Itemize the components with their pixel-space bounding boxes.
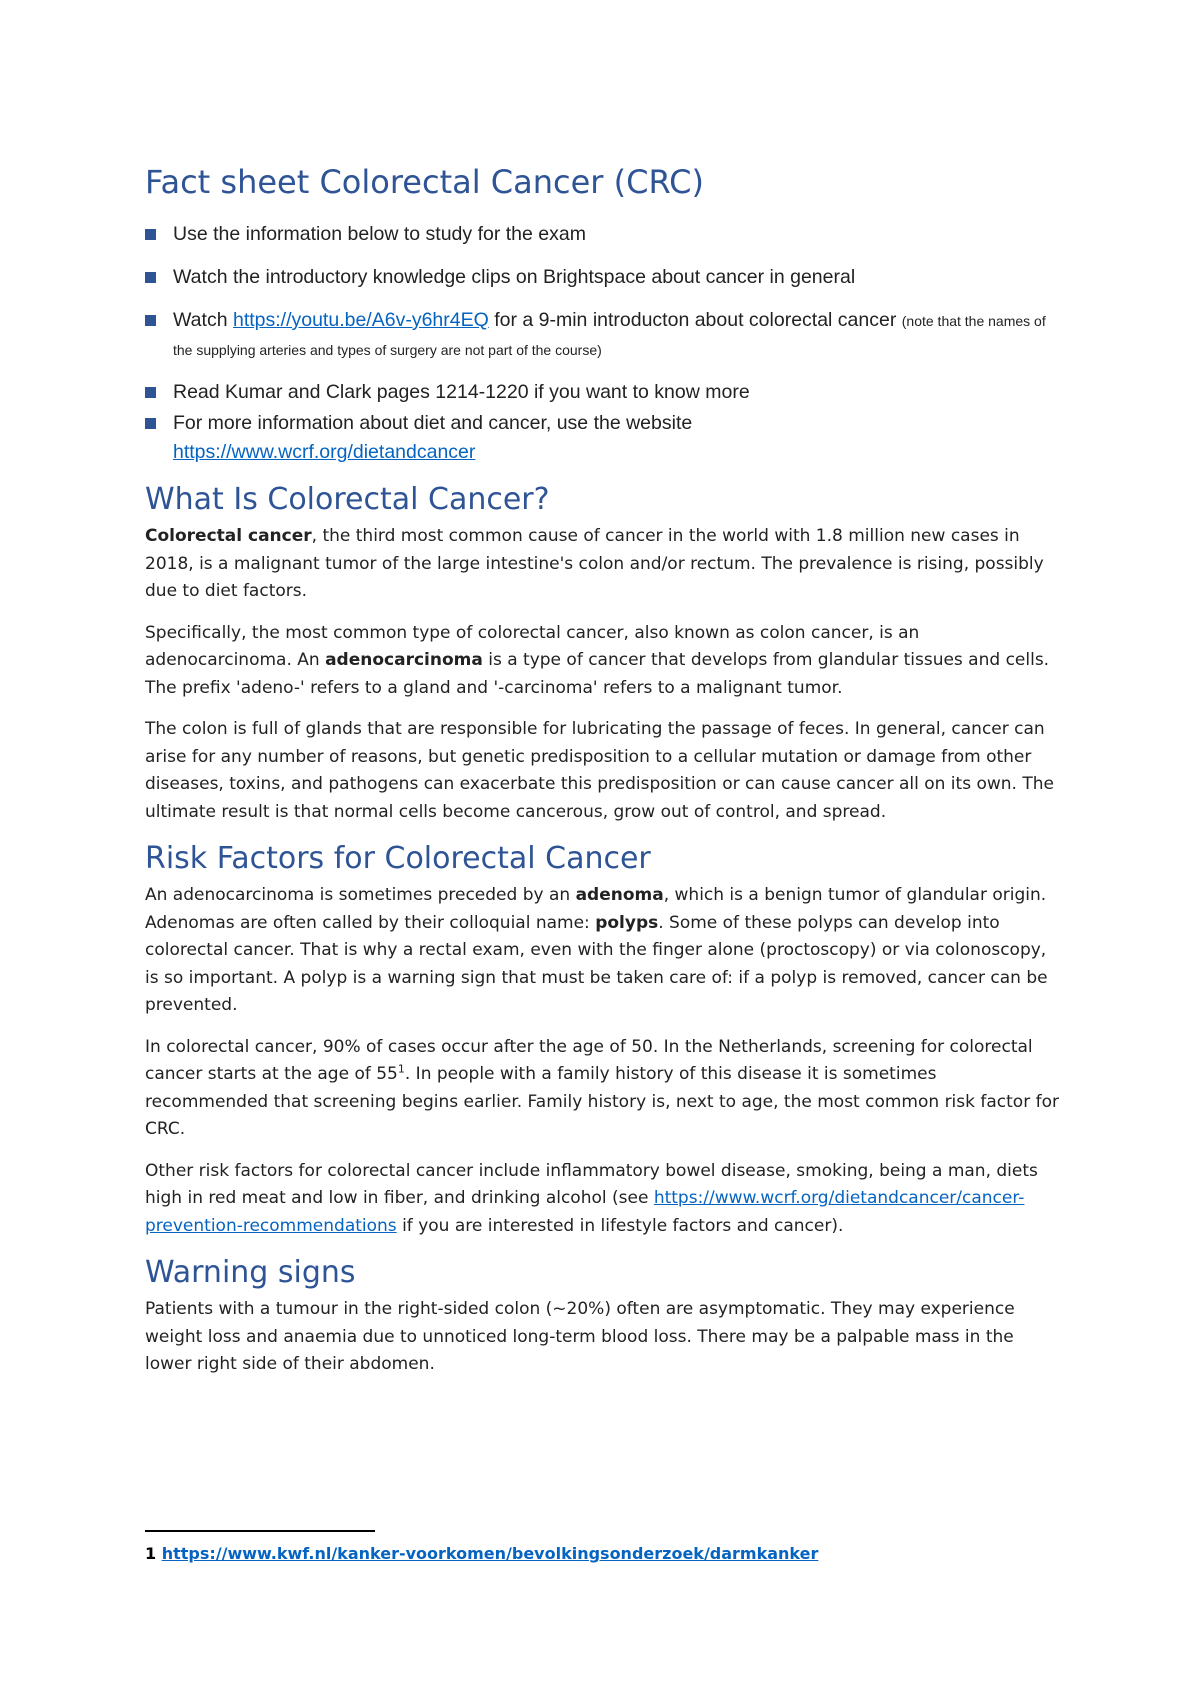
square-bullet-icon [145, 387, 156, 398]
list-item: For more information about diet and cancer, use the website https://www.wcrf.org/dietandcancer [145, 409, 1065, 467]
instruction-list [145, 220, 1065, 467]
page-title: Fact sheet Colorectal Cancer (CRC) [145, 163, 704, 201]
paragraph: An adenocarcinoma is sometimes preceded by an adenoma, which is a benign tumor of glandular origin. Adenomas are often called by their colloquial name: polyps. Some of these polyps can develop into colorectal cancer. That is why a rectal exam, even with the finger alone (proctoscopy) or via colonoscopy, is so important. A polyp is a warning sign that must be taken care of: if a polyp is removed, cancer can be prevented. [145, 885, 1048, 1015]
list-item: Watch the introductory knowledge clips on Brightspace about cancer in general [145, 263, 1065, 292]
footnote-separator [145, 1530, 375, 1532]
list-item: Watch https://youtu.be/A6v-y6hr4EQ for a 9-min introducton about colorectal cancer (note that the names of the supplying arteries and types of surgery are not part of the course) [145, 306, 1065, 364]
footnote-ref[interactable]: 1 [397, 1062, 405, 1076]
kwf-link[interactable]: https://www.kwf.nl/kanker-voorkomen/bevolkingsonderzoek/darmkanker [161, 1544, 819, 1563]
course-note: (note that the names of the supplying arteries and types of surgery are not part of the course) [173, 313, 1046, 358]
paragraph: In colorectal cancer, 90% of cases occur after the age of 50. In the Netherlands, screening for colorectal cancer starts at the age of $55^1$. In people with a family history of this disease it is sometimes recommended that screening begins earlier. Family history is, next to age, the most common risk factor for CRC. [145, 1036, 1059, 1139]
document-content [145, 162, 1065, 1393]
footnote: 1 https://www.kwf.nl/kanker-voorkomen/bevolkingsonderzoek/darmkanker [145, 1544, 819, 1563]
square-bullet-icon [145, 272, 156, 283]
wcrf-link[interactable]: https://www.wcrf.org/dietandcancer [173, 441, 476, 463]
paragraph: Colorectal cancer, the third most common cause of cancer in the world with 1.8 million new cases in 2018, is a malignant tumor of the large intestine's colon and/or rectum. The prevalence is rising, possibly due to diet factors. [145, 526, 1044, 601]
section-heading-risk: Risk Factors for Colorectal Cancer [145, 841, 651, 876]
paragraph: The colon is full of glands that are responsible for lubricating the passage of feces. In general, cancer can arise for any number of reasons, but genetic predisposition to a cellular mutation or damage from other diseases, toxins, and pathogens can exacerbate this predisposition or can cause cancer all on its own. The ultimate result is that normal cells become cancerous, grow out of control, and spread. [145, 719, 1054, 822]
youtube-link[interactable]: https://youtu.be/A6v-y6hr4EQ [232, 309, 489, 331]
list-item: Use the information below to study for the exam [145, 220, 1065, 249]
square-bullet-icon [145, 418, 156, 429]
section-heading-what: What Is Colorectal Cancer? [145, 482, 550, 517]
square-bullet-icon [145, 229, 156, 240]
paragraph: Other risk factors for colorectal cancer include inflammatory bowel disease, smoking, being a man, diets high in red meat and low in fiber, and drinking alcohol (see https://www.wcrf.org/dietandcancer/cancer-prevention-recommendations if you are interested in lifestyle factors and cancer). [145, 1160, 1038, 1236]
paragraph: Specifically, the most common type of colorectal cancer, also known as colon cancer, is an adenocarcinoma. An adenocarcinoma is a type of cancer that develops from glandular tissues and cells. The prefix 'adeno-' refers to a gland and '-carcinoma' refers to a malignant tumor. [145, 622, 1050, 698]
list-item: Read Kumar and Clark pages 1214-1220 if you want to know more [145, 378, 1065, 407]
wcrf-recommendations-link[interactable]: https://www.wcrf.org/dietandcancer/cancer-prevention-recommendations [145, 1188, 1025, 1236]
square-bullet-icon [145, 315, 156, 326]
section-heading-warning: Warning signs [145, 1255, 356, 1290]
paragraph: Patients with a tumour in the right-sided colon (~20%) often are asymptomatic. They may experience weight loss and anaemia due to unnoticed long-term blood loss. There may be a palpable mass in the lower right side of their abdomen. [145, 1299, 1015, 1374]
